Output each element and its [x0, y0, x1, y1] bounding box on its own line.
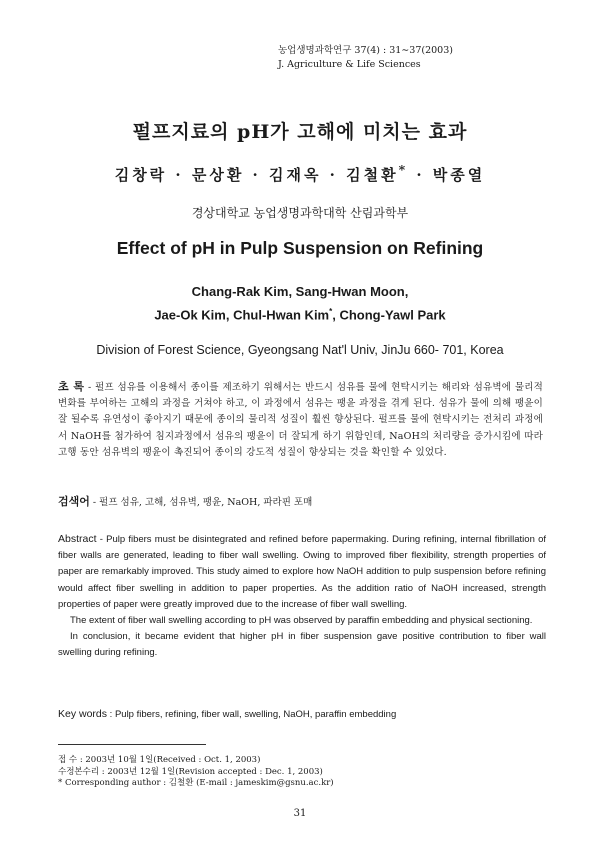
footnote-revision: 수정본수리 : 2003년 12월 1일(Revision accepted : Dec. 1, 2003)	[58, 766, 323, 777]
abstract-english-p1	[58, 531, 546, 613]
keywords-english	[58, 706, 546, 723]
affiliation-korean: 경상대학교 농업생명과학대학 산림과학부	[191, 206, 409, 220]
keywords-english-text: : Pulp fibers, refining, fiber wall, swelling, NaOH, paraffin embedding	[109, 709, 397, 720]
keywords-korean-label: 검색어	[58, 495, 90, 508]
keywords-korean-text: - 펄프 섬유, 고해, 섬유벽, 팽윤, NaOH, 파라핀 포매	[92, 497, 313, 508]
corresponding-mark-en: *	[329, 307, 333, 316]
footnote-divider	[58, 744, 206, 745]
journal-citation-ko: 농업생명과학연구 37(4) : 31∼37(2003)	[278, 45, 453, 56]
corresponding-mark: *	[398, 162, 409, 177]
authors-korean-names: 김창락 · 문상환 · 김재옥 · 김철환	[114, 166, 399, 184]
authors-korean-last: · 박종열	[408, 166, 486, 184]
abstract-english-p1-text: - Pulp fibers must be disintegrated and refined before papermaking. During refining, internal fibrillation of fiber walls are generated, leading to fiber wall swelling. Owing to improved fiber flexibility, strength properties of paper are remarkably improved. This study aimed to explore how NaOH addition to pulp suspension before refining would affect fiber swelling in addition to paper properties. As the addition ratio of NaOH increased, strength properties of paper were greatly improved due to the increase of fiber wall swelling.	[58, 534, 546, 610]
footnote-received: 접 수 : 2003년 10월 1일(Received : Oct. 1, 2003)	[58, 755, 261, 765]
footnote-corresponding: * Corresponding author : 김철환 (E-mail : jameskim@gsnu.ac.kr)	[58, 778, 334, 788]
abstract-english-label: Abstract	[58, 533, 97, 545]
page-number: 31	[293, 808, 307, 819]
abstract-korean-label: 초 록	[58, 380, 85, 393]
authors-english-line2	[0, 302, 600, 325]
abstract-korean	[58, 379, 543, 461]
abstract-english-p3: In conclusion, it became evident that higher pH in fiber suspension gave positive contribution to fiber wall swelling during refining.	[58, 631, 546, 659]
authors-korean	[0, 162, 600, 185]
authors-english	[0, 282, 600, 325]
keywords-korean	[58, 494, 543, 511]
authors-english-line2-a: Jae-Ok Kim, Chul-Hwan Kim	[154, 307, 330, 323]
title-korean: 펄프지료의 pH가 고해에 미치는 효과	[132, 121, 468, 143]
abstract-english	[58, 531, 546, 662]
authors-english-line2-b: , Chong-Yawl Park	[332, 307, 446, 323]
journal-name-en: J. Agriculture & Life Sciences	[278, 59, 421, 70]
title-english: Effect of pH in Pulp Suspension on Refining	[116, 238, 484, 258]
abstract-english-p2: The extent of fiber wall swelling according to pH was observed by paraffin embedding and physical sectioning.	[70, 615, 533, 627]
authors-english-line1: Chang-Rak Kim, Sang-Hwan Moon,	[191, 284, 409, 299]
footnotes	[58, 755, 538, 790]
journal-header	[278, 44, 538, 72]
abstract-korean-text: - 펄프 섬유를 이용해서 종이를 제조하기 위해서는 반드시 섬유를 물에 현탁시키는 해리와 섬유벽에 물리적 변화를 부여하는 고해의 과정을 거쳐야 하고, 이 과정에서 섬유는 팽윤 과정을 겪게 된다. 섬유가 물에 의해 팽윤이 잘 될수록 유연성이 좋아지기 때문에 종이의 물리적 성질이 훨씬 향상된다. 펄프를 물에 현탁시키는 전처리 과정에서 NaOH를 첨가하여 침지과정에서 섬유의 팽윤이 더 잘되게 하기 위함인데, NaOH의 처리량을 증가시킴에 따라 고행 동안 섬유벽의 팽윤이 촉진되어 종이의 강도적 성질이 향상되는 것을 확인할 수 있었다.	[58, 382, 543, 458]
keywords-english-label: Key words	[58, 708, 108, 720]
affiliation-english: Division of Forest Science, Gyeongsang Nat'l Univ, JinJu 660- 701, Korea	[96, 343, 504, 357]
